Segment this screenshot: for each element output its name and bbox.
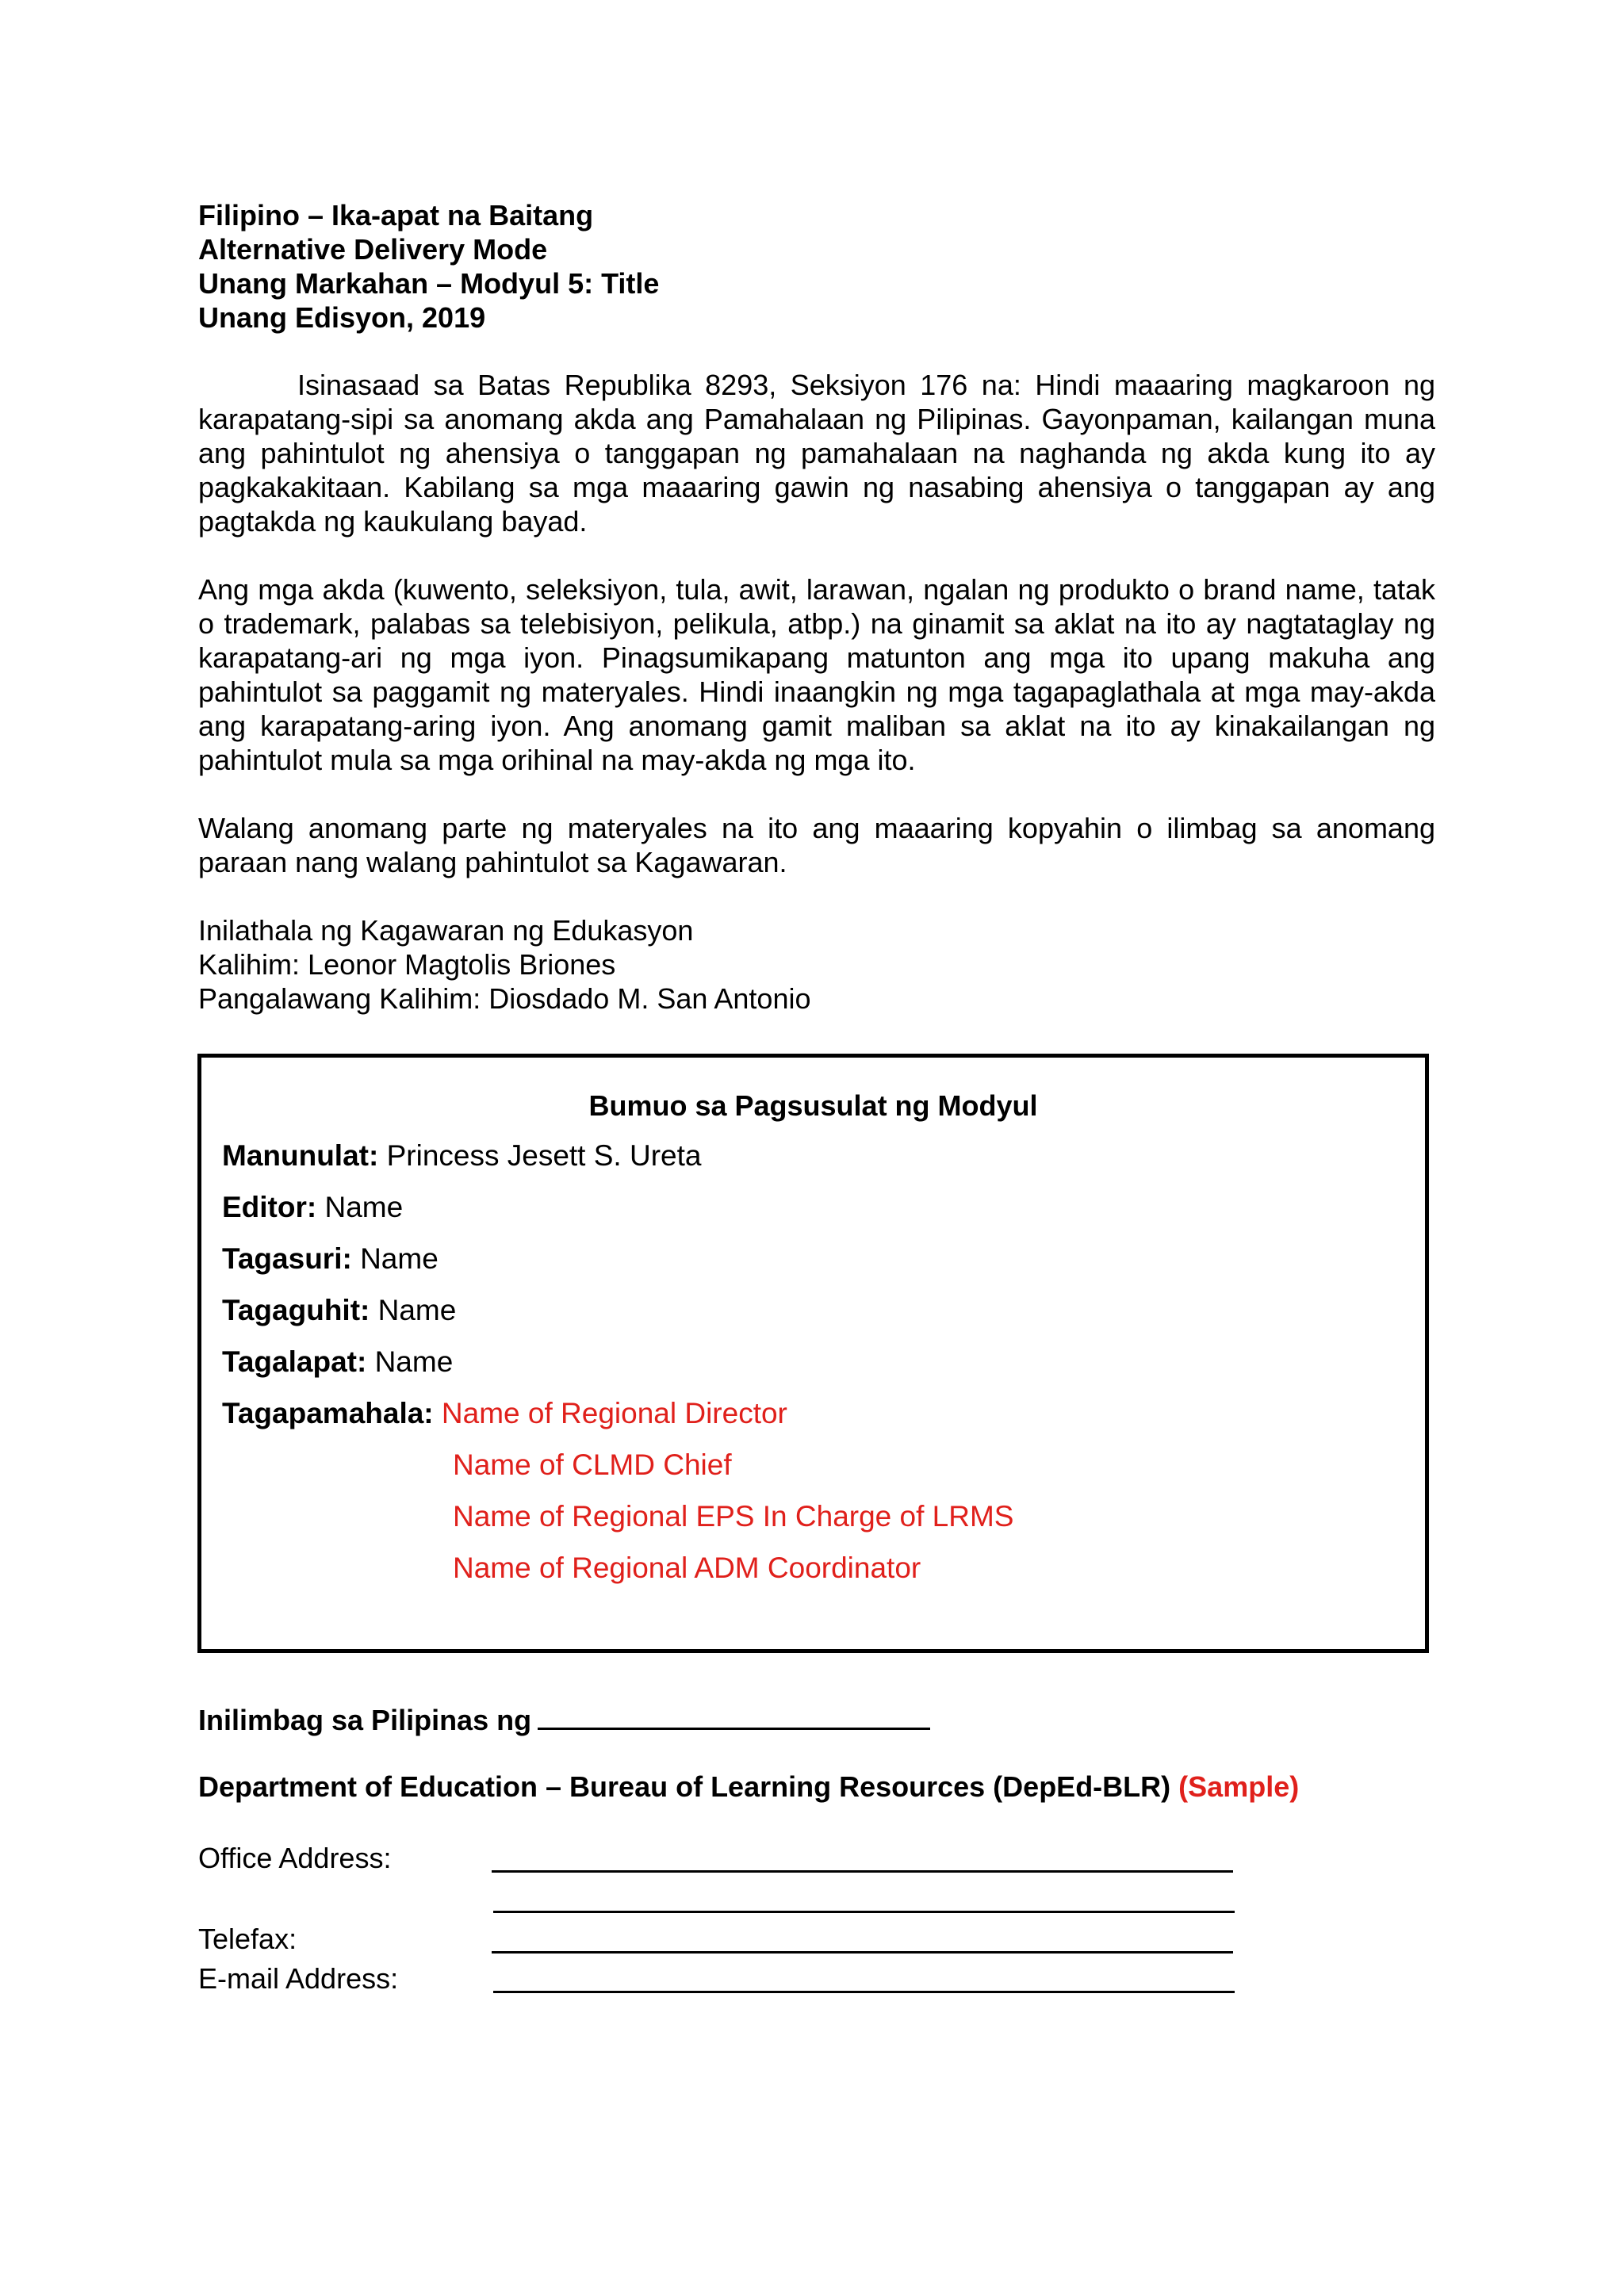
credit-row-layout-artist bbox=[222, 1345, 453, 1379]
module-credits-box bbox=[197, 1054, 1429, 1653]
manager-eps-lrms: Name of Regional EPS In Charge of LRMS bbox=[453, 1500, 1014, 1533]
credit-row-writer bbox=[222, 1138, 701, 1173]
credit-label: Manunulat: bbox=[222, 1139, 379, 1172]
credit-row-illustrator bbox=[222, 1293, 456, 1327]
copyright-paragraph-2: Ang mga akda (kuwento, seleksiyon, tula, awit, larawan, ngalan ng produkto o brand name, tatak o trademark, palabas sa telebisiyon, pelikula, atbp.) na ginamit sa aklat na ito ay nagtataglay ng karapatang-ari ng mga iyon. Pinagsumikapang matunton ang mga ito upang makuha ang pahintulot sa paggamit ng materyales. Hindi inaangkin ng mga tagapaglathala at mga may-akda ang karapatang-aring iyon. Ang anomang gamit maliban sa aklat na ito ay kinakailangan ng pahintulot mula sa mga orihinal na may-akda ng mga ito. bbox=[198, 573, 1435, 776]
credit-label: Tagalapat: bbox=[222, 1345, 367, 1378]
credit-value: Name of Regional Director bbox=[441, 1397, 787, 1429]
telefax-line bbox=[492, 1951, 1233, 1954]
copyright-page bbox=[198, 198, 1435, 1016]
credit-value: Name bbox=[377, 1294, 457, 1326]
office-address-line-2 bbox=[493, 1911, 1235, 1913]
email-address-label: E-mail Address: bbox=[198, 1962, 399, 1995]
delivery-mode-title: Alternative Delivery Mode bbox=[198, 233, 548, 266]
copyright-paragraph-1: Isinasaad sa Batas Republika 8293, Seksiyon 176 na: Hindi maaaring magkaroon ng karapatang-sipi sa anomang akda ang Pamahalaan ng Pilipinas. Gayonpaman, kailangan muna ang pahintulot ng ahensiya o tanggapan ng pamahalaan na naghanda ng akda kung ito ay pagkakakitaan. Kabilang sa mga maaaring gawin ng nasabing ahensiya o tanggapan ay ang pagtakda ng kaukulang bayad. bbox=[198, 369, 1435, 538]
printed-in-line bbox=[198, 1701, 930, 1737]
credit-row-reviewer bbox=[222, 1242, 439, 1276]
publisher-line: Inilathala ng Kagawaran ng Edukasyon bbox=[198, 914, 694, 947]
office-address-line-1 bbox=[492, 1870, 1233, 1873]
credit-row-management bbox=[222, 1396, 787, 1430]
credit-value: Name bbox=[360, 1242, 439, 1275]
printed-label: Inilimbag sa Pilipinas ng bbox=[198, 1704, 532, 1736]
credit-value: Name bbox=[324, 1191, 404, 1223]
telefax-label: Telefax: bbox=[198, 1923, 297, 1955]
department-name: Department of Education – Bureau of Learning Resources (DepEd-BLR) bbox=[198, 1770, 1171, 1803]
credit-row-editor bbox=[222, 1190, 403, 1224]
credit-value: Princess Jesett S. Ureta bbox=[386, 1139, 702, 1172]
secretary-line: Kalihim: Leonor Magtolis Briones bbox=[198, 948, 616, 981]
subject-grade-title: Filipino – Ika-apat na Baitang bbox=[198, 199, 594, 232]
printer-blank-line bbox=[538, 1701, 930, 1730]
credits-title: Bumuo sa Pagsusulat ng Modyul bbox=[588, 1089, 1038, 1122]
credit-label: Editor: bbox=[222, 1191, 317, 1223]
sample-tag: (Sample) bbox=[1178, 1770, 1300, 1803]
credit-value: Name bbox=[374, 1345, 454, 1378]
credit-label: Tagapamahala: bbox=[222, 1397, 434, 1429]
office-address-label: Office Address: bbox=[198, 1842, 392, 1874]
department-line bbox=[198, 1770, 1299, 1804]
manager-adm-coordinator: Name of Regional ADM Coordinator bbox=[453, 1552, 921, 1584]
quarter-module-title: Unang Markahan – Modyul 5: Title bbox=[198, 267, 660, 300]
publisher-block bbox=[198, 913, 1435, 1016]
manager-clmd-chief: Name of CLMD Chief bbox=[453, 1448, 732, 1481]
copyright-paragraph-3: Walang anomang parte ng materyales na ito ang maaaring kopyahin o ilimbag sa anomang paraan nang walang pahintulot sa Kagawaran. bbox=[198, 812, 1435, 878]
email-address-line bbox=[493, 1991, 1235, 1993]
credit-label: Tagasuri: bbox=[222, 1242, 352, 1275]
edition-title: Unang Edisyon, 2019 bbox=[198, 301, 486, 334]
undersecretary-line: Pangalawang Kalihim: Diosdado M. San Antonio bbox=[198, 982, 811, 1015]
credit-label: Tagaguhit: bbox=[222, 1294, 370, 1326]
